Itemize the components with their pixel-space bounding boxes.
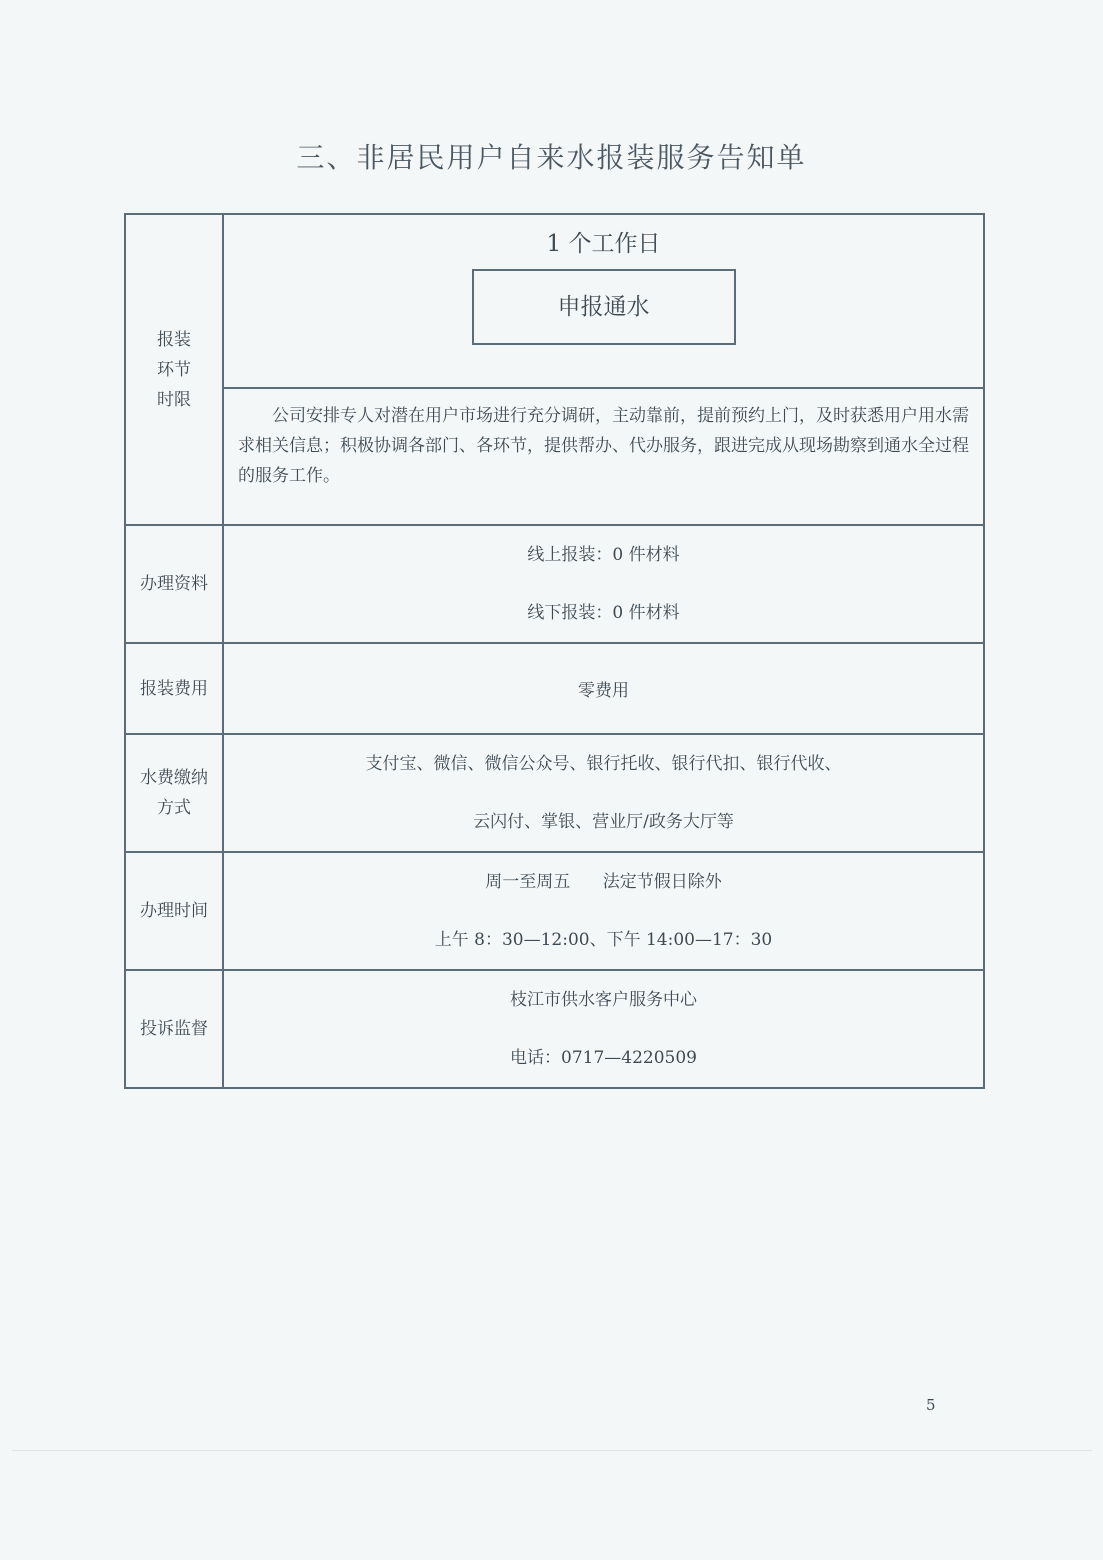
materials-offline: 线下报装：0 件材料 <box>527 603 680 623</box>
service-notice-table <box>124 213 985 1089</box>
hours-days: 周一至周五 <box>485 872 571 892</box>
table-row <box>125 970 984 1088</box>
table-row <box>125 734 984 852</box>
stage-label-line: 报装 <box>157 329 191 350</box>
hours-holiday: 法定节假日除外 <box>602 872 722 892</box>
table-row <box>125 388 984 525</box>
payment-label <box>125 734 223 852</box>
fee-label: 报装费用 <box>125 643 223 734</box>
payment-cell <box>223 734 984 852</box>
hours-times: 上午 8：30—12:00、下午 14:00—17：30 <box>434 930 773 950</box>
materials-online: 线上报装：0 件材料 <box>527 545 680 565</box>
table-row <box>125 214 984 388</box>
payment-methods-line: 云闪付、掌银、营业厅/政务大厅等 <box>473 812 734 832</box>
stage-label-line: 时限 <box>157 389 191 410</box>
complaint-phone: 电话：0717—4220509 <box>510 1048 697 1068</box>
complaint-cell <box>223 970 984 1088</box>
payment-methods-line: 支付宝、微信、微信公众号、银行托收、银行代扣、银行代收、 <box>365 754 842 774</box>
stage-duration: 1 个工作日 <box>546 231 661 257</box>
bottom-divider <box>12 1450 1092 1451</box>
materials-label: 办理资料 <box>125 525 223 643</box>
materials-cell <box>223 525 984 643</box>
payment-label-line: 水费缴纳 <box>140 768 208 788</box>
complaint-label: 投诉监督 <box>125 970 223 1088</box>
stage-diagram-cell <box>223 214 984 388</box>
step-label: 申报通水 <box>557 294 650 320</box>
fee-value: 零费用 <box>223 643 984 734</box>
stage-description-cell <box>223 388 984 525</box>
stage-label <box>125 214 223 525</box>
complaint-center: 枝江市供水客户服务中心 <box>510 990 697 1010</box>
hours-days-line <box>224 853 983 911</box>
step-box <box>472 269 736 345</box>
table-row <box>125 643 984 734</box>
page-title: 三、非居民用户自来水报装服务告知单 <box>296 141 807 174</box>
stage-description: 公司安排专人对潜在用户市场进行充分调研，主动靠前，提前预约上门，及时获悉用户用水需求相关信息；积极协调各部门、各环节，提供帮办、代办服务，跟进完成从现场勘察到通水全过程的服务工作。 <box>238 406 969 486</box>
hours-label: 办理时间 <box>125 852 223 970</box>
stage-label-line: 环节 <box>157 359 191 380</box>
payment-label-line: 方式 <box>157 798 191 818</box>
table-row <box>125 852 984 970</box>
page-number: 5 <box>926 1396 936 1414</box>
hours-cell <box>223 852 984 970</box>
table-row <box>125 525 984 643</box>
